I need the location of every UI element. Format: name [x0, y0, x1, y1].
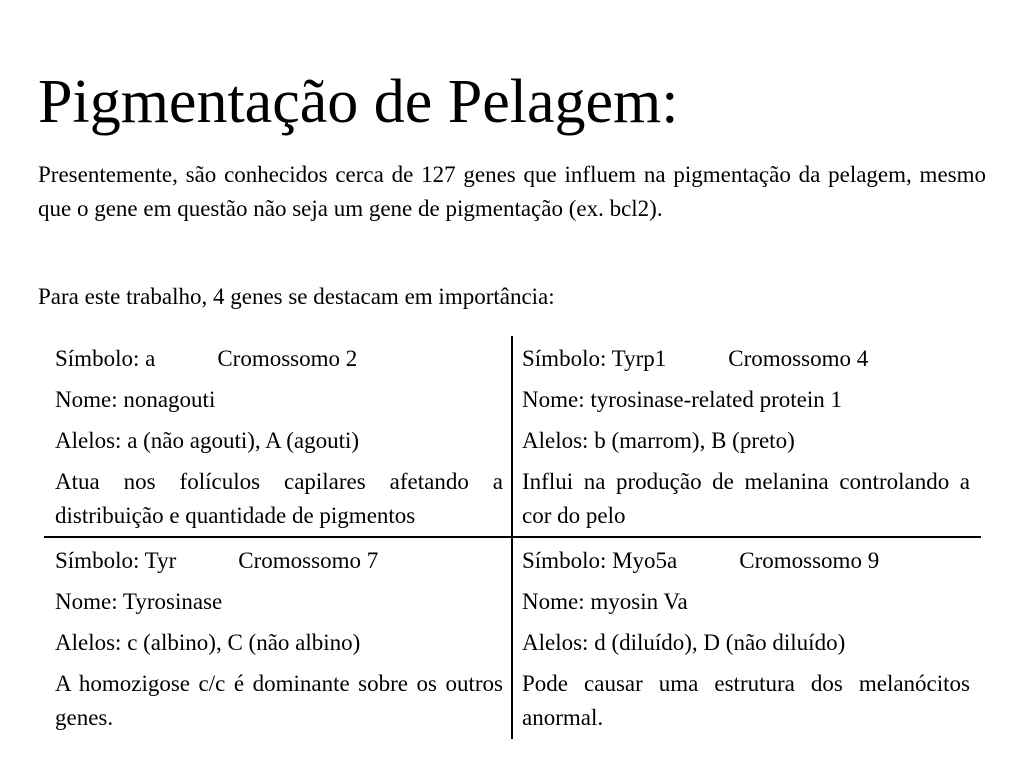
gene-symbol: Símbolo: Tyrp1	[522, 346, 667, 371]
gene-cell-a	[55, 342, 503, 533]
gene-chromosome: Cromossomo 9	[739, 548, 880, 573]
gene-description: Pode causar uma estrutura dos melanócitos anormal.	[522, 671, 970, 730]
gene-alleles: Alelos: d (diluído), D (não diluído)	[522, 630, 846, 655]
gene-symbol: Símbolo: Tyr	[55, 548, 177, 573]
gene-symbol-line	[522, 342, 970, 383]
gene-symbol-line	[55, 544, 503, 585]
lead-paragraph: Para este trabalho, 4 genes se destacam em importância:	[38, 284, 555, 309]
table-horizontal-divider	[44, 536, 981, 538]
gene-symbol-line	[55, 342, 503, 383]
gene-name: Nome: myosin Va	[522, 589, 688, 614]
gene-cell-tyrp1	[522, 342, 970, 533]
gene-name: Nome: tyrosinase-related protein 1	[522, 387, 842, 412]
gene-alleles: Alelos: a (não agouti), A (agouti)	[55, 428, 360, 453]
gene-description: Atua nos folículos capilares afetando a distribuição e quantidade de pigmentos	[55, 469, 503, 528]
gene-chromosome: Cromossomo 4	[728, 346, 869, 371]
gene-symbol: Símbolo: Myo5a	[522, 548, 678, 573]
gene-description: A homozigose c/c é dominante sobre os outros genes.	[55, 671, 503, 730]
gene-symbol: Símbolo: a	[55, 346, 156, 371]
gene-cell-myo5a	[522, 544, 970, 735]
gene-chromosome: Cromossomo 7	[238, 548, 379, 573]
slide-title: Pigmentação de Pelagem:	[38, 68, 679, 136]
intro-paragraph: Presentemente, são conhecidos cerca de 127 genes que influem na pigmentação da pelagem, mesmo que o gene em questão não seja um gene de pigmentação (ex. bcl2).	[38, 162, 986, 221]
gene-name: Nome: Tyrosinase	[55, 589, 223, 614]
gene-alleles: Alelos: b (marrom), B (preto)	[522, 428, 795, 453]
gene-cell-tyr	[55, 544, 503, 735]
gene-description: Influi na produção de melanina controlando a cor do pelo	[522, 469, 970, 528]
gene-name: Nome: nonagouti	[55, 387, 216, 412]
gene-chromosome: Cromossomo 2	[217, 346, 358, 371]
gene-symbol-line	[522, 544, 970, 585]
gene-alleles: Alelos: c (albino), C (não albino)	[55, 630, 361, 655]
